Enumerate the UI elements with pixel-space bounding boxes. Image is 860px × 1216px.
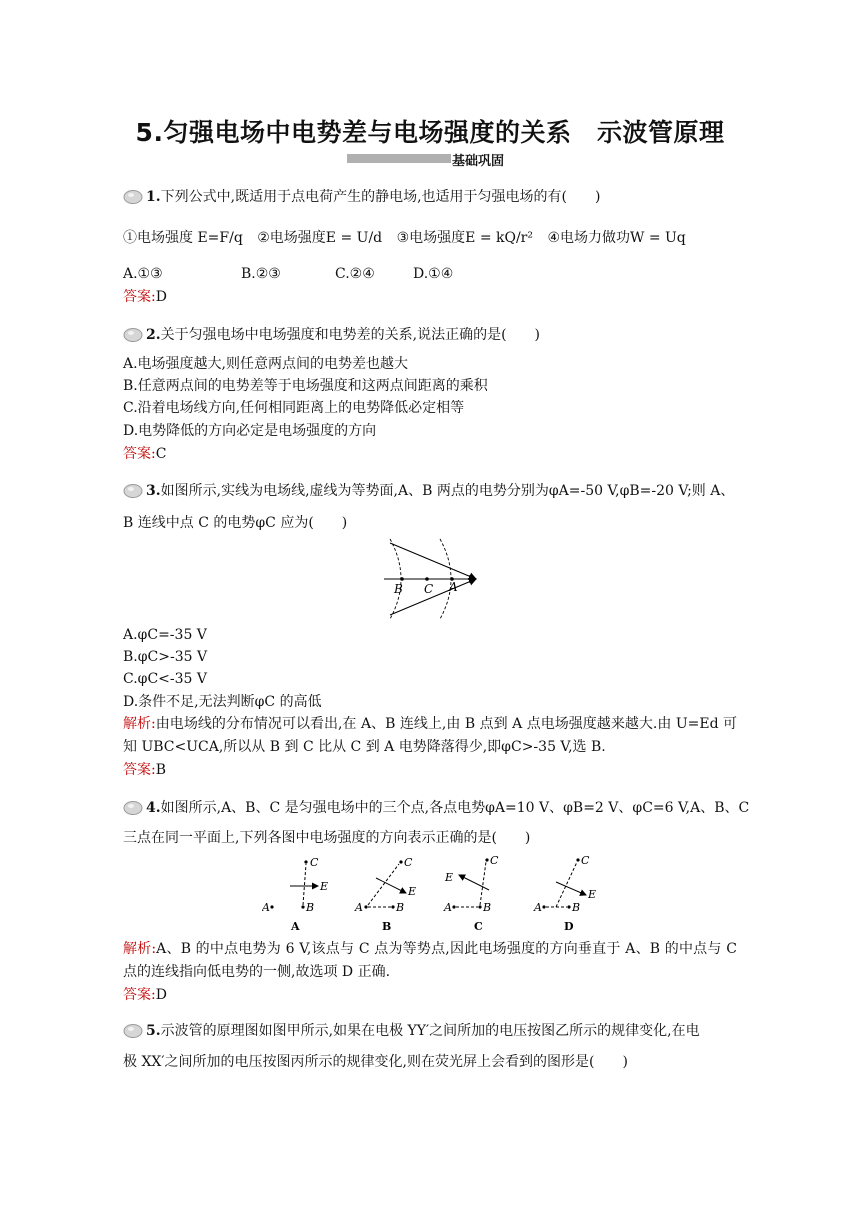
label-e: E <box>445 871 454 884</box>
question-2-option-d: D.电势降低的方向必定是电场强度的方向 <box>123 423 377 439</box>
question-bullet-icon <box>123 189 144 204</box>
field-line-upper <box>390 543 476 579</box>
question-5-stem-line-1 <box>123 1022 700 1040</box>
section-label: 基础巩固 <box>452 154 505 169</box>
formula-3: ③电场强度E = kQ/r² <box>396 230 533 246</box>
figure-option-b <box>354 856 416 933</box>
question-3-stem-line-1 <box>123 482 734 500</box>
question-1-answer <box>123 288 167 306</box>
question-1-number: 1. <box>146 189 161 205</box>
field-direction-figures <box>262 850 602 934</box>
point-c <box>576 858 579 861</box>
question-4-number: 4. <box>146 800 161 816</box>
point-a <box>270 905 273 908</box>
question-3-option-c: C.φC<-35 V <box>123 671 208 687</box>
label-a: A <box>262 901 270 914</box>
answer-value: C <box>155 446 167 462</box>
question-3-answer <box>123 761 166 779</box>
figure-option-a <box>262 856 328 933</box>
question-4-explanation <box>123 938 737 984</box>
option-b: B.②③ <box>241 266 281 282</box>
point-a <box>542 905 545 908</box>
label-c: C <box>310 856 319 869</box>
answer-label: 答案: <box>123 762 156 778</box>
field-arrow <box>376 878 406 893</box>
field-arrow <box>459 875 489 890</box>
caption-a: A <box>291 920 300 933</box>
label-c: C <box>404 856 413 869</box>
point-b <box>400 577 404 581</box>
label-b: B <box>572 901 581 914</box>
label-e: E <box>408 885 417 898</box>
question-3-explanation <box>123 713 737 759</box>
option-a: A.①③ <box>123 266 163 282</box>
answer-value: D <box>155 289 167 305</box>
question-5-number: 5. <box>146 1023 161 1039</box>
point-b <box>301 905 304 908</box>
formula-4: ④电场力做功W = Uq <box>547 230 686 246</box>
question-1-stem <box>123 188 600 206</box>
question-4-text: 如图所示,A、B、C 是匀强电场中的三个点,各点电势φA=10 V、φB=2 V、φC=6 V,A、B、C <box>160 800 750 816</box>
point-a <box>364 905 367 908</box>
question-3-option-b: B.φC>-35 V <box>123 649 208 665</box>
point-b <box>478 905 481 908</box>
page-title: 5.匀强电场中电势差与电场强度的关系 示波管原理 <box>135 118 725 147</box>
question-3-stem-line-2: B 连线中点 C 的电势φC 应为( ) <box>123 515 348 531</box>
question-2-number: 2. <box>146 327 161 343</box>
point-a <box>452 905 455 908</box>
label-c: C <box>581 854 590 867</box>
point-c <box>399 860 402 863</box>
caption-c: C <box>474 920 483 933</box>
field-lines-figure <box>378 537 484 621</box>
label-c: C <box>490 854 499 867</box>
explanation-text: 由电场线的分布情况可以看出,在 A、B 连线上,由 B 点到 A 点电场强度越来越大.由 U=Ed 可知 UBC<UCA,所以从 B 到 C 比从 C 到 A 电势降落得少,即φC>-35 V,选 B. <box>123 716 738 755</box>
question-4-answer <box>123 986 167 1004</box>
question-5-text: 示波管的原理图如图甲所示,如果在电极 YY′之间所加的电压按图乙所示的规律变化,在电 <box>160 1023 700 1039</box>
formula-1: ①电场强度 E=F/q <box>123 230 243 246</box>
question-bullet-icon <box>123 800 144 815</box>
question-1-options <box>123 265 453 283</box>
answer-label: 答案: <box>123 289 156 305</box>
label-a: A <box>444 901 452 914</box>
answer-label: 答案: <box>123 987 156 1003</box>
figure-option-c <box>443 854 499 933</box>
question-3-option-a: A.φC=-35 V <box>123 627 207 643</box>
label-b: B <box>483 901 492 914</box>
label-e: E <box>588 888 597 901</box>
question-4-stem-line-2: 三点在同一平面上,下列各图中电场强度的方向表示正确的是( ) <box>123 830 531 846</box>
explanation-text: A、B 的中点电势为 6 V,该点与 C 点为等势点,因此电场强度的方向垂直于 A、B 的中点与 C 点的连线指向低电势的一侧,故选项 D 正确. <box>123 941 737 980</box>
dashed-line <box>303 864 306 905</box>
label-b: B <box>396 901 405 914</box>
question-3-option-d: D.条件不足,无法判断φC 的高低 <box>123 694 322 710</box>
label-c: C <box>424 582 434 596</box>
section-bar <box>347 154 451 163</box>
question-2-option-c: C.沿着电场线方向,任何相同距离上的电势降低必定相等 <box>123 400 465 416</box>
question-bullet-icon <box>123 483 144 498</box>
point-c <box>425 577 429 581</box>
explanation-label: 解析: <box>123 716 156 732</box>
label-a: A <box>355 901 363 914</box>
formula-2: ②电场强度E = U/d <box>257 230 383 246</box>
question-3-text: 如图所示,实线为电场线,虚线为等势面,A、B 两点的电势分别为φA=-50 V,φB=-20 V;则 A、 <box>160 483 735 499</box>
caption-d: D <box>564 920 574 933</box>
question-3-number: 3. <box>146 483 161 499</box>
question-2-stem <box>123 326 540 344</box>
label-a: A <box>449 580 458 594</box>
point-b <box>391 905 394 908</box>
option-c: C.②④ <box>335 266 375 282</box>
question-bullet-icon <box>123 1023 144 1038</box>
label-a: A <box>534 901 542 914</box>
question-1-text: 下列公式中,既适用于点电荷产生的静电场,也适用于匀强电场的有( ) <box>160 189 601 205</box>
answer-label: 答案: <box>123 446 156 462</box>
label-e: E <box>320 880 329 893</box>
point-c <box>485 858 488 861</box>
option-d: D.①④ <box>413 266 454 282</box>
question-2-option-a: A.电场强度越大,则任意两点间的电势差也越大 <box>123 356 409 372</box>
answer-value: B <box>155 762 167 778</box>
point-c <box>304 860 307 863</box>
figure-option-d <box>533 854 596 933</box>
answer-value: D <box>155 987 167 1003</box>
question-4-stem-line-1 <box>123 799 749 817</box>
dashed-line <box>480 862 486 905</box>
label-b: B <box>394 582 403 596</box>
caption-b: B <box>382 920 392 933</box>
question-bullet-icon <box>123 327 144 342</box>
question-2-option-b: B.任意两点间的电势差等于电场强度和这两点间距离的乘积 <box>123 378 488 394</box>
field-arrow <box>556 882 586 895</box>
question-2-answer <box>123 445 166 463</box>
dashed-line <box>368 864 399 905</box>
question-1-formulas <box>123 229 696 247</box>
question-5-stem-line-2: 极 XX′之间所加的电压按图丙所示的规律变化,则在荧光屏上会看到的图形是( ) <box>123 1054 628 1070</box>
question-2-text: 关于匀强电场中电场强度和电势差的关系,说法正确的是( ) <box>160 327 540 343</box>
point-b <box>567 905 570 908</box>
explanation-label: 解析: <box>123 941 157 957</box>
label-b: B <box>306 901 315 914</box>
